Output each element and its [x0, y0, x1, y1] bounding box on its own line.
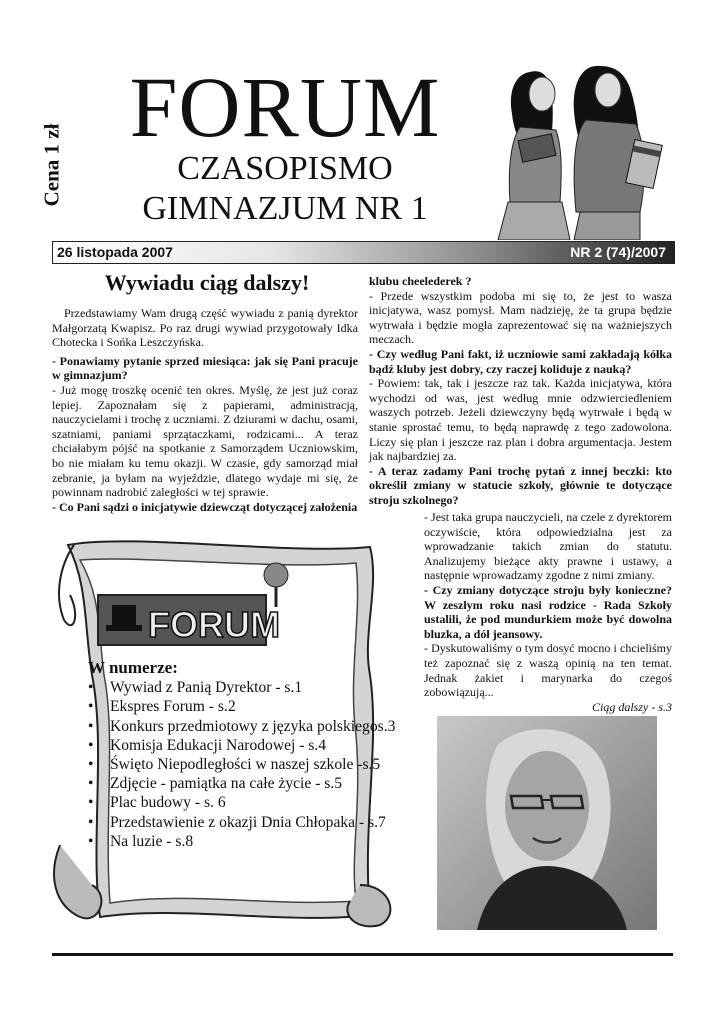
- toc-item[interactable]: • Komisja Edukacji Narodowej - s.4: [88, 736, 408, 755]
- toc-item[interactable]: • Ekspres Forum - s.2: [88, 697, 408, 716]
- answer: - Powiem: tak, tak i jeszcze raz tak. Każda inicjatywa, która wychodzi od was, jest według mnie odzwierciedleniem waszych potrzeb. Jeżeli dziewczyny będą wytrwałe i będą w stanie sprostać temu, to będą naprawdę z tego zadowolona. Liczy się plan i jeszcze raz plan i dobra argumentacja. Jestem jak najbardziej za.: [369, 376, 672, 464]
- answer: - Jest taka grupa nauczycieli, na czele z dyrektorem oczywiście, która odpowiedzialna jest za wprowadzanie takich zmian do statutu. Analizujemy bieżące akty prawne i ustawy, a następnie wprowadzamy zgodne z nimi zmiany.: [424, 510, 672, 583]
- question: - Czy według Pani fakt, iż uczniowie sami zakładają kółka bądź kluby jest dobry, czy raczej koliduje z nauką?: [369, 346, 672, 376]
- toc-item[interactable]: • Zdjęcie - pamiątka na całe życie - s.5: [88, 774, 408, 793]
- dateline-bar: [52, 241, 675, 264]
- toc-item[interactable]: • Plac budowy - s. 6: [88, 793, 408, 812]
- article-headline: Wywiadu ciąg dalszy!: [104, 270, 310, 295]
- issue-number: NR 2 (74)/2007: [570, 244, 666, 260]
- issue-date: 26 listopada 2007: [57, 244, 173, 260]
- bottom-rule: [52, 953, 673, 956]
- toc-item[interactable]: • Przedstawienie z okazji Dnia Chłopaka - s.7: [88, 813, 408, 832]
- article-column-left: [52, 306, 358, 514]
- question: - Ponawiamy pytanie sprzed miesiąca: jak się Pani pracuje w gimnazjum?: [52, 353, 358, 383]
- toc-item[interactable]: • Konkurs przedmiotowy z języka polskiegos.3: [88, 717, 408, 736]
- toc-item[interactable]: • Wywiad z Panią Dyrektor - s.1: [88, 678, 408, 697]
- forum-logo-text: FORUM: [148, 604, 280, 645]
- two-students-illustration: [490, 52, 680, 240]
- price-label: Cena 1 zł: [39, 123, 64, 207]
- masthead-subtitle-2: GIMNAZJUM NR 1: [142, 190, 428, 227]
- continued-note: Ciąg dalszy - s.3: [591, 699, 672, 714]
- article-intro: Przedstawiamy Wam drugą część wywiadu z panią dyrektor Małgorzatą Kwapisz. Po raz drugi wywiad przygotowały Idka Chotecka i Sońka Leszczyńska.: [52, 306, 358, 350]
- toc-item[interactable]: • Na luzie - s.8: [88, 832, 408, 851]
- question: - A teraz zadamy Pani trochę pytań z innej beczki: kto określił zmiany w statucie szkoły, głównie te dotyczące stroju szkolnego?: [369, 463, 672, 507]
- question: - Co Pani sądzi o inicjatywie dziewcząt dotyczącej założenia: [52, 499, 358, 514]
- question: klubu cheelederek ?: [369, 274, 472, 288]
- masthead-subtitle-1: CZASOPISMO: [177, 150, 393, 187]
- director-portrait-photo: [437, 716, 657, 930]
- table-of-contents: [88, 658, 408, 851]
- answer: - Dyskutowaliśmy o tym dosyć mocno i chcieliśmy też zapoznać się z waszą opinią na ten temat. Jednak żakiet i marynarka do czegoś zobowiązują...: [424, 641, 672, 700]
- article-column-right: [369, 274, 672, 508]
- toc-item[interactable]: • Święto Niepodległości w naszej szkole -s.5: [88, 755, 408, 774]
- question: - Czy zmiany dotyczące stroju były konieczne? W zeszłym roku nasi rodzice - Rada Szkoły ustalili, że pod mundurkiem może być dowolna bluzka, a dół jeansowy.: [424, 582, 672, 641]
- article-column-right-lower: [424, 510, 672, 714]
- answer: - Przede wszystkim podoba mi się to, że jest to wasza inicjatywa, wasz pomysł. Mam nadzieję, że ta grupa będzie wytrwała i będzie mogła zaprezentować się na ważniejszych meczach.: [369, 288, 672, 347]
- answer: - Już mogę troszkę ocenić ten okres. Myślę, że jest już coraz lepiej. Zapoznałam się z papierami, administracją, nauczycielami i trochę z uczniami. Z dziurami w dachu, osami, szatniami, paniami sprzątaczkami, rodzicami... A teraz chciałabym pójść na spotkanie z Samorządem Uczniowskim, bo nie miałam ku temu okazji. W czasie, gdy samorząd miał zebranie, ja byłam na wyjeździe, dlatego wydaje mi się, że powinnam nadrobić zaległości w tej sprawie.: [52, 382, 358, 500]
- masthead-title: FORUM: [129, 59, 441, 155]
- toc-heading: W numerze:: [88, 658, 178, 677]
